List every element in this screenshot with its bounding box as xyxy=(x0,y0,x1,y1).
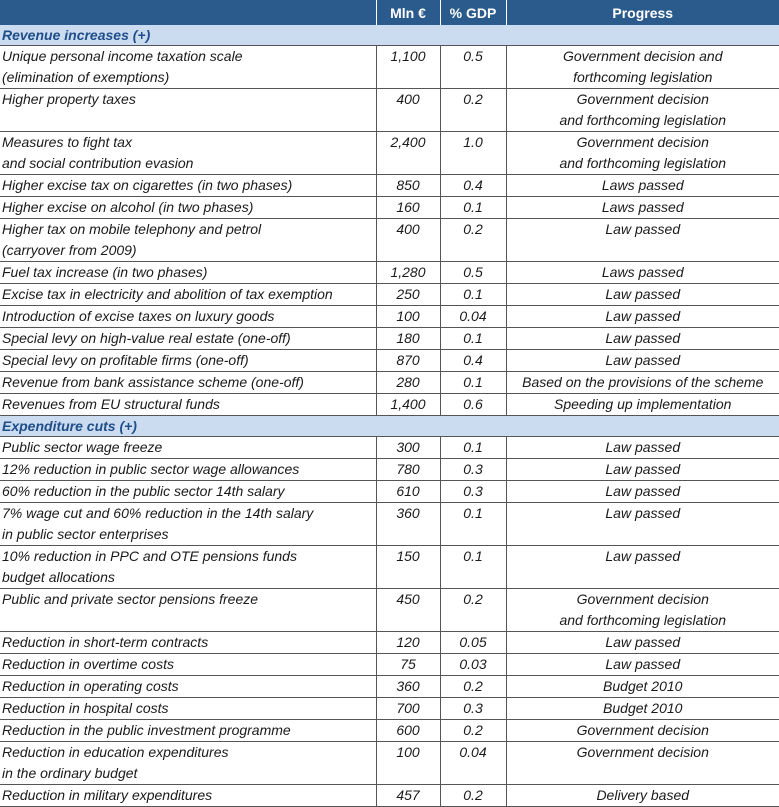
progress-status: Government decision xyxy=(506,720,779,742)
progress-status: Government decision and forthcoming legislation xyxy=(506,46,779,89)
table-row xyxy=(0,742,779,785)
measure-label: Fuel tax increase (in two phases) xyxy=(0,262,376,284)
measure-label: Reduction in the public investment programme xyxy=(0,720,376,742)
gdp-value: 0.1 xyxy=(440,372,506,394)
measure-label: Measures to fight tax and social contribution evasion xyxy=(0,132,376,175)
mln-eur-value: 160 xyxy=(376,197,440,219)
gdp-value: 0.1 xyxy=(440,437,506,459)
mln-eur-value: 400 xyxy=(376,219,440,262)
gdp-value: 0.1 xyxy=(440,546,506,589)
table-row xyxy=(0,328,779,350)
progress-status: Laws passed xyxy=(506,262,779,284)
gdp-value: 1.0 xyxy=(440,132,506,175)
table-row xyxy=(0,546,779,589)
table-row xyxy=(0,785,779,807)
header-measure xyxy=(0,0,376,25)
progress-status: Law passed xyxy=(506,328,779,350)
progress-status: Laws passed xyxy=(506,197,779,219)
gdp-value: 0.1 xyxy=(440,503,506,546)
header-progress: Progress xyxy=(506,0,779,25)
measure-label: Reduction in overtime costs xyxy=(0,654,376,676)
gdp-value: 0.2 xyxy=(440,676,506,698)
table-row xyxy=(0,394,779,416)
section-header-row xyxy=(0,416,779,437)
mln-eur-value: 450 xyxy=(376,589,440,632)
mln-eur-value: 850 xyxy=(376,175,440,197)
table-row xyxy=(0,262,779,284)
gdp-value: 0.1 xyxy=(440,284,506,306)
mln-eur-value: 700 xyxy=(376,698,440,720)
mln-eur-value: 100 xyxy=(376,742,440,785)
mln-eur-value: 360 xyxy=(376,503,440,546)
gdp-value: 0.3 xyxy=(440,698,506,720)
progress-status: Speeding up implementation xyxy=(506,394,779,416)
measure-label: 10% reduction in PPC and OTE pensions funds budget allocations xyxy=(0,546,376,589)
gdp-value: 0.2 xyxy=(440,589,506,632)
mln-eur-value: 150 xyxy=(376,546,440,589)
progress-status: Law passed xyxy=(506,459,779,481)
measure-label: Introduction of excise taxes on luxury goods xyxy=(0,306,376,328)
measure-label: Higher excise on alcohol (in two phases) xyxy=(0,197,376,219)
measure-label: Revenues from EU structural funds xyxy=(0,394,376,416)
measure-label: Reduction in hospital costs xyxy=(0,698,376,720)
progress-status: Law passed xyxy=(506,219,779,262)
progress-status: Government decision xyxy=(506,742,779,785)
mln-eur-value: 1,280 xyxy=(376,262,440,284)
measure-label: Higher excise tax on cigarettes (in two phases) xyxy=(0,175,376,197)
gdp-value: 0.2 xyxy=(440,89,506,132)
table-row xyxy=(0,197,779,219)
gdp-value: 0.04 xyxy=(440,306,506,328)
mln-eur-value: 457 xyxy=(376,785,440,807)
table-row xyxy=(0,589,779,632)
progress-status: Law passed xyxy=(506,350,779,372)
measure-label: Public and private sector pensions freeze xyxy=(0,589,376,632)
table-row xyxy=(0,676,779,698)
table-body xyxy=(0,25,779,807)
mln-eur-value: 870 xyxy=(376,350,440,372)
measure-label: Special levy on profitable firms (one-off) xyxy=(0,350,376,372)
section-header-row xyxy=(0,25,779,46)
progress-status: Law passed xyxy=(506,654,779,676)
gdp-value: 0.5 xyxy=(440,262,506,284)
table-row xyxy=(0,306,779,328)
progress-status: Law passed xyxy=(506,546,779,589)
section-title: Revenue increases (+) xyxy=(0,25,779,46)
mln-eur-value: 280 xyxy=(376,372,440,394)
progress-status: Law passed xyxy=(506,481,779,503)
mln-eur-value: 120 xyxy=(376,632,440,654)
gdp-value: 0.04 xyxy=(440,742,506,785)
progress-status: Law passed xyxy=(506,306,779,328)
table-row xyxy=(0,720,779,742)
mln-eur-value: 600 xyxy=(376,720,440,742)
gdp-value: 0.4 xyxy=(440,350,506,372)
gdp-value: 0.4 xyxy=(440,175,506,197)
table-row xyxy=(0,437,779,459)
measure-label: Higher property taxes xyxy=(0,89,376,132)
progress-status: Budget 2010 xyxy=(506,698,779,720)
gdp-value: 0.2 xyxy=(440,785,506,807)
progress-status: Based on the provisions of the scheme xyxy=(506,372,779,394)
table-row xyxy=(0,632,779,654)
measure-label: 12% reduction in public sector wage allowances xyxy=(0,459,376,481)
measure-label: Reduction in operating costs xyxy=(0,676,376,698)
mln-eur-value: 75 xyxy=(376,654,440,676)
mln-eur-value: 2,400 xyxy=(376,132,440,175)
progress-status: Law passed xyxy=(506,503,779,546)
progress-status: Budget 2010 xyxy=(506,676,779,698)
gdp-value: 0.1 xyxy=(440,197,506,219)
table-row xyxy=(0,503,779,546)
table-row xyxy=(0,46,779,89)
gdp-value: 0.2 xyxy=(440,720,506,742)
mln-eur-value: 1,400 xyxy=(376,394,440,416)
table-row xyxy=(0,481,779,503)
measure-label: Excise tax in electricity and abolition of tax exemption xyxy=(0,284,376,306)
table-row xyxy=(0,372,779,394)
progress-status: Laws passed xyxy=(506,175,779,197)
table-row xyxy=(0,284,779,306)
section-title: Expenditure cuts (+) xyxy=(0,416,779,437)
mln-eur-value: 780 xyxy=(376,459,440,481)
mln-eur-value: 360 xyxy=(376,676,440,698)
gdp-value: 0.5 xyxy=(440,46,506,89)
mln-eur-value: 400 xyxy=(376,89,440,132)
table-row xyxy=(0,132,779,175)
gdp-value: 0.1 xyxy=(440,328,506,350)
header-mln-eur: Mln € xyxy=(376,0,440,25)
measure-label: Higher tax on mobile telephony and petrol (carryover from 2009) xyxy=(0,219,376,262)
mln-eur-value: 250 xyxy=(376,284,440,306)
table-row xyxy=(0,89,779,132)
measure-label: Special levy on high-value real estate (one-off) xyxy=(0,328,376,350)
mln-eur-value: 1,100 xyxy=(376,46,440,89)
table-row xyxy=(0,219,779,262)
header-gdp: % GDP xyxy=(440,0,506,25)
table-row xyxy=(0,175,779,197)
header-row xyxy=(0,0,779,25)
measure-label: Reduction in military expenditures xyxy=(0,785,376,807)
measure-label: Public sector wage freeze xyxy=(0,437,376,459)
gdp-value: 0.3 xyxy=(440,459,506,481)
measure-label: Reduction in education expenditures in the ordinary budget xyxy=(0,742,376,785)
mln-eur-value: 300 xyxy=(376,437,440,459)
table-row xyxy=(0,350,779,372)
measure-label: Reduction in short-term contracts xyxy=(0,632,376,654)
measure-label: Revenue from bank assistance scheme (one-off) xyxy=(0,372,376,394)
mln-eur-value: 100 xyxy=(376,306,440,328)
gdp-value: 0.03 xyxy=(440,654,506,676)
table-row xyxy=(0,698,779,720)
mln-eur-value: 610 xyxy=(376,481,440,503)
gdp-value: 0.2 xyxy=(440,219,506,262)
progress-status: Law passed xyxy=(506,437,779,459)
progress-status: Law passed xyxy=(506,284,779,306)
measure-label: 60% reduction in the public sector 14th salary xyxy=(0,481,376,503)
progress-status: Government decision and forthcoming legislation xyxy=(506,89,779,132)
progress-status: Law passed xyxy=(506,632,779,654)
measure-label: Unique personal income taxation scale (elimination of exemptions) xyxy=(0,46,376,89)
progress-status: Government decision and forthcoming legislation xyxy=(506,132,779,175)
gdp-value: 0.3 xyxy=(440,481,506,503)
progress-status: Government decision and forthcoming legislation xyxy=(506,589,779,632)
table-row xyxy=(0,459,779,481)
gdp-value: 0.6 xyxy=(440,394,506,416)
measure-label: 7% wage cut and 60% reduction in the 14th salary in public sector enterprises xyxy=(0,503,376,546)
table-row xyxy=(0,654,779,676)
gdp-value: 0.05 xyxy=(440,632,506,654)
progress-status: Delivery based xyxy=(506,785,779,807)
mln-eur-value: 180 xyxy=(376,328,440,350)
